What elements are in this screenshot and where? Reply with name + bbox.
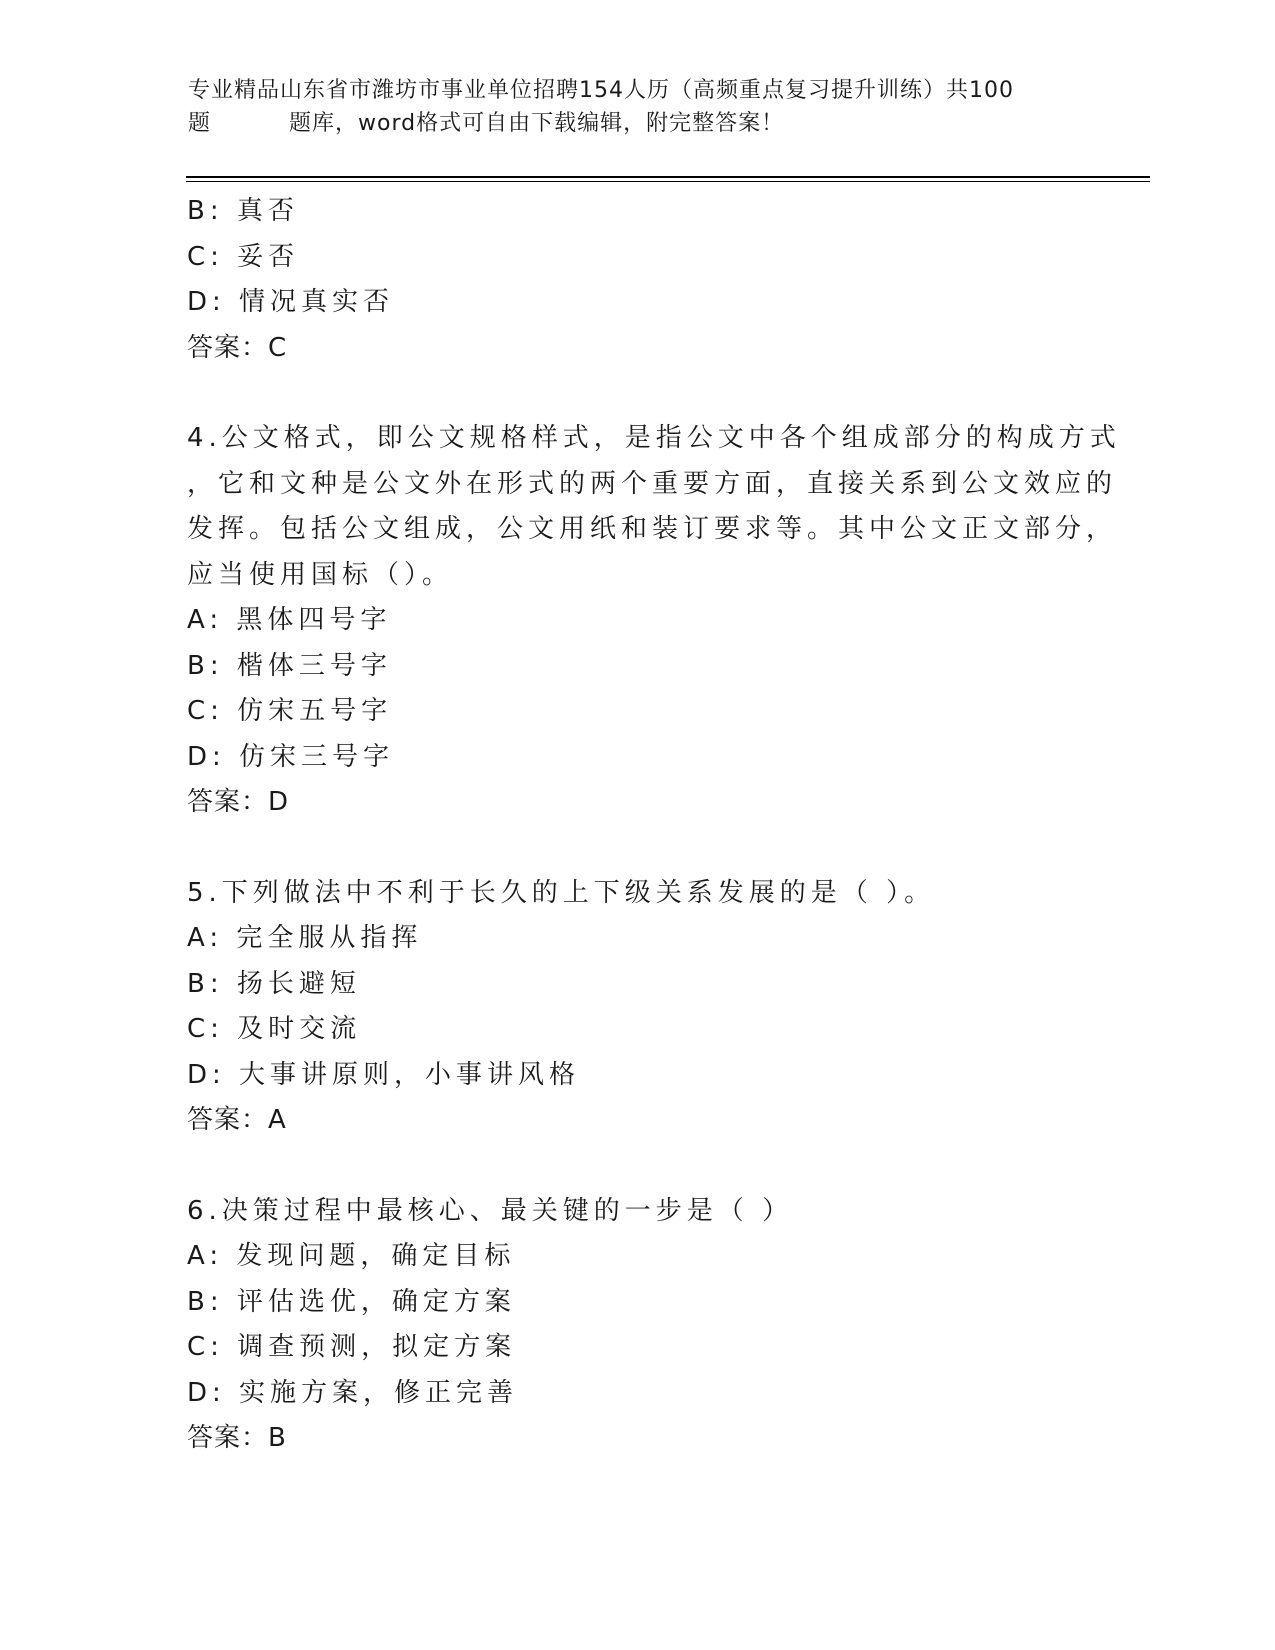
question-5 xyxy=(187,871,1087,1144)
option-d: D: 情况真实否 xyxy=(187,287,395,317)
header-rule-thin xyxy=(186,181,1150,182)
question-6 xyxy=(187,1189,1087,1462)
option-c: C: 调查预测，拟定方案 xyxy=(187,1332,517,1362)
question-spacer xyxy=(187,371,1087,416)
option-b: B: 评估选优，确定方案 xyxy=(187,1286,516,1317)
option-d: D: 仿宋三号字 xyxy=(187,741,395,772)
question-3-tail xyxy=(187,189,1087,371)
option-b: B: 楷体三号字 xyxy=(187,650,392,681)
answer-line: 答案：A xyxy=(187,1105,287,1135)
header-line2-right: 题库，word格式可自由下载编辑，附完整答案！ xyxy=(289,111,785,136)
option-c: C: 及时交流 xyxy=(187,1014,362,1044)
option-d: D: 实施方案，修正完善 xyxy=(187,1377,519,1408)
question-stem-line: 发挥。包括公文组成，公文用纸和装订要求等。其中公文正文部分， xyxy=(187,514,1118,544)
question-stem-line: ，它和文种是公文外在形式的两个重要方面，直接关系到公文效应的 xyxy=(187,468,1118,499)
question-stem: 5.下列做法中不利于长久的上下级关系发展的是（ ）。 xyxy=(187,877,936,908)
option-b: B: 扬长避短 xyxy=(187,968,361,999)
answer-line: 答案：C xyxy=(187,332,288,363)
option-a: A: 黑体四号字 xyxy=(187,605,392,635)
option-a: A: 发现问题，确定目标 xyxy=(187,1241,516,1271)
document-body xyxy=(187,189,1121,1462)
question-stem-line: 4.公文格式，即公文规格样式，是指公文中各个组成部分的构成方式 xyxy=(187,423,1121,453)
answer-line: 答案：B xyxy=(187,1423,287,1453)
option-c: C: 妥否 xyxy=(187,241,300,272)
document-header xyxy=(188,74,1088,140)
header-title-line1: 专业精品山东省市潍坊市事业单位招聘154人历（高频重点复习提升训练）共100 xyxy=(188,78,1014,103)
option-a: A: 完全服从指挥 xyxy=(187,923,423,953)
question-4 xyxy=(187,416,1121,826)
question-spacer xyxy=(187,826,1087,871)
option-d: D: 大事讲原则，小事讲风格 xyxy=(187,1059,581,1090)
header-line2-left: 题 xyxy=(188,111,212,136)
header-rule-thick xyxy=(186,176,1150,178)
header-title-line2 xyxy=(188,107,1088,140)
header-gap xyxy=(211,107,289,140)
answer-line: 答案：D xyxy=(187,787,290,817)
option-c: C: 仿宋五号字 xyxy=(187,696,393,726)
question-stem: 6.决策过程中最核心、最关键的一步是（ ） xyxy=(187,1195,794,1226)
option-b: B: 真否 xyxy=(187,196,299,226)
question-stem-line: 应当使用国标（）。 xyxy=(187,559,454,590)
question-spacer xyxy=(187,1144,1087,1189)
